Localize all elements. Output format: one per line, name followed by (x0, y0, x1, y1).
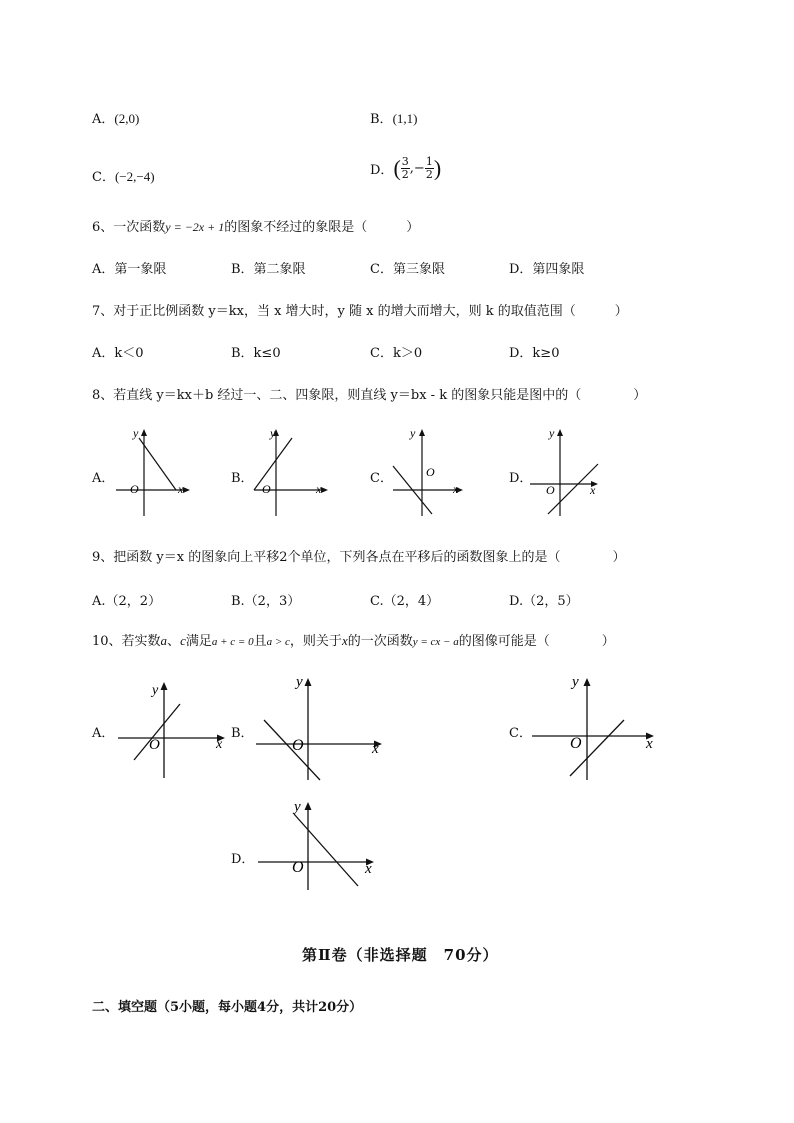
q5-option-d-rparen: ) (433, 155, 442, 181)
q5-option-d-lparen: ( (393, 155, 401, 181)
q6-stem-prefix: 6、一次函数 (92, 220, 166, 235)
q10-func: y = cx − a (412, 636, 459, 648)
q5-option-d-frac2 (425, 156, 434, 181)
q5-option-c-label: C． (92, 170, 115, 185)
origin-label: O (149, 737, 160, 753)
origin-label: O (292, 859, 304, 876)
origin-label: O (262, 482, 271, 496)
x-axis-label: x (216, 737, 223, 752)
q8-graph-a (108, 424, 198, 520)
q6-option-c: C．第三象限 (370, 262, 445, 277)
q9-option-c: C.（2，4） (370, 594, 440, 609)
q9-option-b: B.（2，3） (231, 594, 301, 609)
fill-in-section-heading: 二、填空题（5小题，每小题4分，共计20分） (92, 1000, 363, 1015)
q5-option-b-label: B． (370, 112, 393, 127)
x-axis-arrow (321, 487, 328, 493)
q8-graph-c (385, 424, 475, 520)
y-axis-label: y (549, 426, 555, 440)
q9-option-d: D.（2，5） (509, 594, 579, 609)
q7-option-d: D．k≥0 (509, 346, 560, 361)
q10-cond1: a + c = 0 (211, 636, 254, 648)
q5-option-d-label: D． (370, 163, 394, 178)
q10-stem (92, 630, 615, 649)
q10-stem-part3: 且 (253, 634, 267, 649)
q5-option-d (370, 156, 441, 181)
q5-option-d-comma: , (409, 161, 414, 176)
q8-label-d: D． (509, 471, 533, 486)
q5-option-d-frac1 (401, 156, 410, 181)
x-axis-label: x (316, 482, 322, 496)
origin-label: O (426, 465, 435, 479)
origin-label: O (570, 735, 582, 752)
q10-graph-d (252, 796, 384, 892)
q9-stem: 9、把函数 y＝x 的图象向上平移2个单位，下列各点在平移后的函数图象上的是（ ） (92, 550, 626, 565)
q8-graph-d (524, 424, 614, 520)
y-axis-label: y (296, 674, 303, 690)
q5-option-b-value: (1,1) (392, 111, 418, 126)
x-axis-arrow (183, 487, 190, 493)
part-two-title: 第Ⅱ卷（非选择题 70分） (302, 946, 499, 964)
q10-var-c: c (180, 633, 186, 648)
q10-graph-c (528, 670, 664, 786)
origin-label: O (292, 737, 304, 754)
y-axis-arrow (305, 802, 312, 810)
function-line (254, 438, 292, 490)
q6-stem-math: y = −2x + 1 (165, 220, 225, 234)
q5-frac1-denominator: 2 (401, 168, 409, 181)
q6-option-a: A．第一象限 (92, 262, 167, 277)
q9-option-a: A.（2，2） (92, 594, 162, 609)
q8-label-c: C． (370, 471, 393, 486)
q10-stem-part5: 的一次函数 (347, 634, 413, 649)
origin-label: O (546, 483, 555, 497)
q10-label-a: A． (92, 726, 115, 741)
q5-option-c-value: (−2,−4) (114, 169, 155, 184)
q10-sep: 、 (167, 634, 181, 649)
q7-option-c: C．k＞0 (370, 346, 423, 361)
q7-stem: 7、对于正比例函数 y＝kx，当 x 增大时，y 随 x 的增大而增大，则 k 的取值范围（ ） (92, 304, 628, 319)
q5-option-a-label: A． (92, 112, 115, 127)
origin-label: O (130, 482, 139, 496)
y-axis-arrow (557, 429, 563, 436)
q10-label-b: B． (231, 726, 254, 741)
q10-label-c: C． (509, 726, 532, 741)
q5-frac2-numerator: 1 (425, 155, 433, 168)
x-axis-label: x (453, 482, 459, 496)
q7-option-b: B．k≤0 (231, 346, 281, 361)
y-axis-arrow (584, 678, 591, 686)
x-axis-label: x (590, 483, 596, 497)
y-axis-label: y (133, 426, 139, 440)
y-axis-label: y (294, 799, 301, 815)
y-axis-label: y (270, 426, 276, 440)
q5-option-d-minus: − (413, 161, 425, 176)
x-axis-label: x (372, 741, 379, 757)
q7-option-a: A．k＜0 (92, 346, 144, 361)
y-axis-label: y (572, 674, 579, 690)
q10-cond2: a > c (266, 636, 290, 648)
x-axis-label: x (178, 482, 184, 496)
q5-frac2-denominator: 2 (425, 168, 433, 181)
y-axis-label: y (410, 426, 416, 440)
q8-label-b: B． (231, 471, 254, 486)
q5-option-c (92, 166, 155, 185)
q8-label-a: A． (92, 471, 115, 486)
q10-label-d: D． (231, 852, 255, 867)
q6-stem-suffix: 的图象不经过的象限是（ ） (224, 220, 420, 235)
q10-var-a: a (160, 633, 168, 648)
q8-stem: 8、若直线 y＝kx＋b 经过一、二、四象限，则直线 y＝bx - k 的图象只能是图中的（ ） (92, 388, 647, 403)
q10-stem-part2: 满足 (185, 634, 212, 649)
function-line (294, 814, 358, 886)
y-axis-arrow (161, 682, 168, 690)
q5-option-a-value: (2,0) (114, 111, 140, 126)
y-axis-label: y (152, 683, 159, 698)
y-axis-arrow (305, 678, 312, 686)
q10-stem-part4: ，则关于 (289, 634, 342, 649)
q5-option-a (92, 108, 139, 127)
q5-frac1-numerator: 3 (401, 155, 409, 168)
q6-stem (92, 216, 419, 235)
y-axis-arrow (141, 429, 147, 436)
y-axis-arrow (419, 429, 425, 436)
q6-option-b: B．第二象限 (231, 262, 306, 277)
x-axis-label: x (646, 736, 653, 752)
q10-var-x: x (341, 633, 348, 648)
q8-graph-b (246, 424, 336, 520)
x-axis-label: x (365, 861, 372, 877)
q5-option-b (370, 108, 417, 127)
q6-option-d: D．第四象限 (509, 262, 585, 277)
q10-graph-b (250, 670, 390, 786)
q10-graph-a (112, 676, 234, 786)
q10-stem-part1: 10、若实数 (92, 634, 161, 649)
q10-stem-part6: 的图像可能是（ ） (458, 634, 615, 649)
